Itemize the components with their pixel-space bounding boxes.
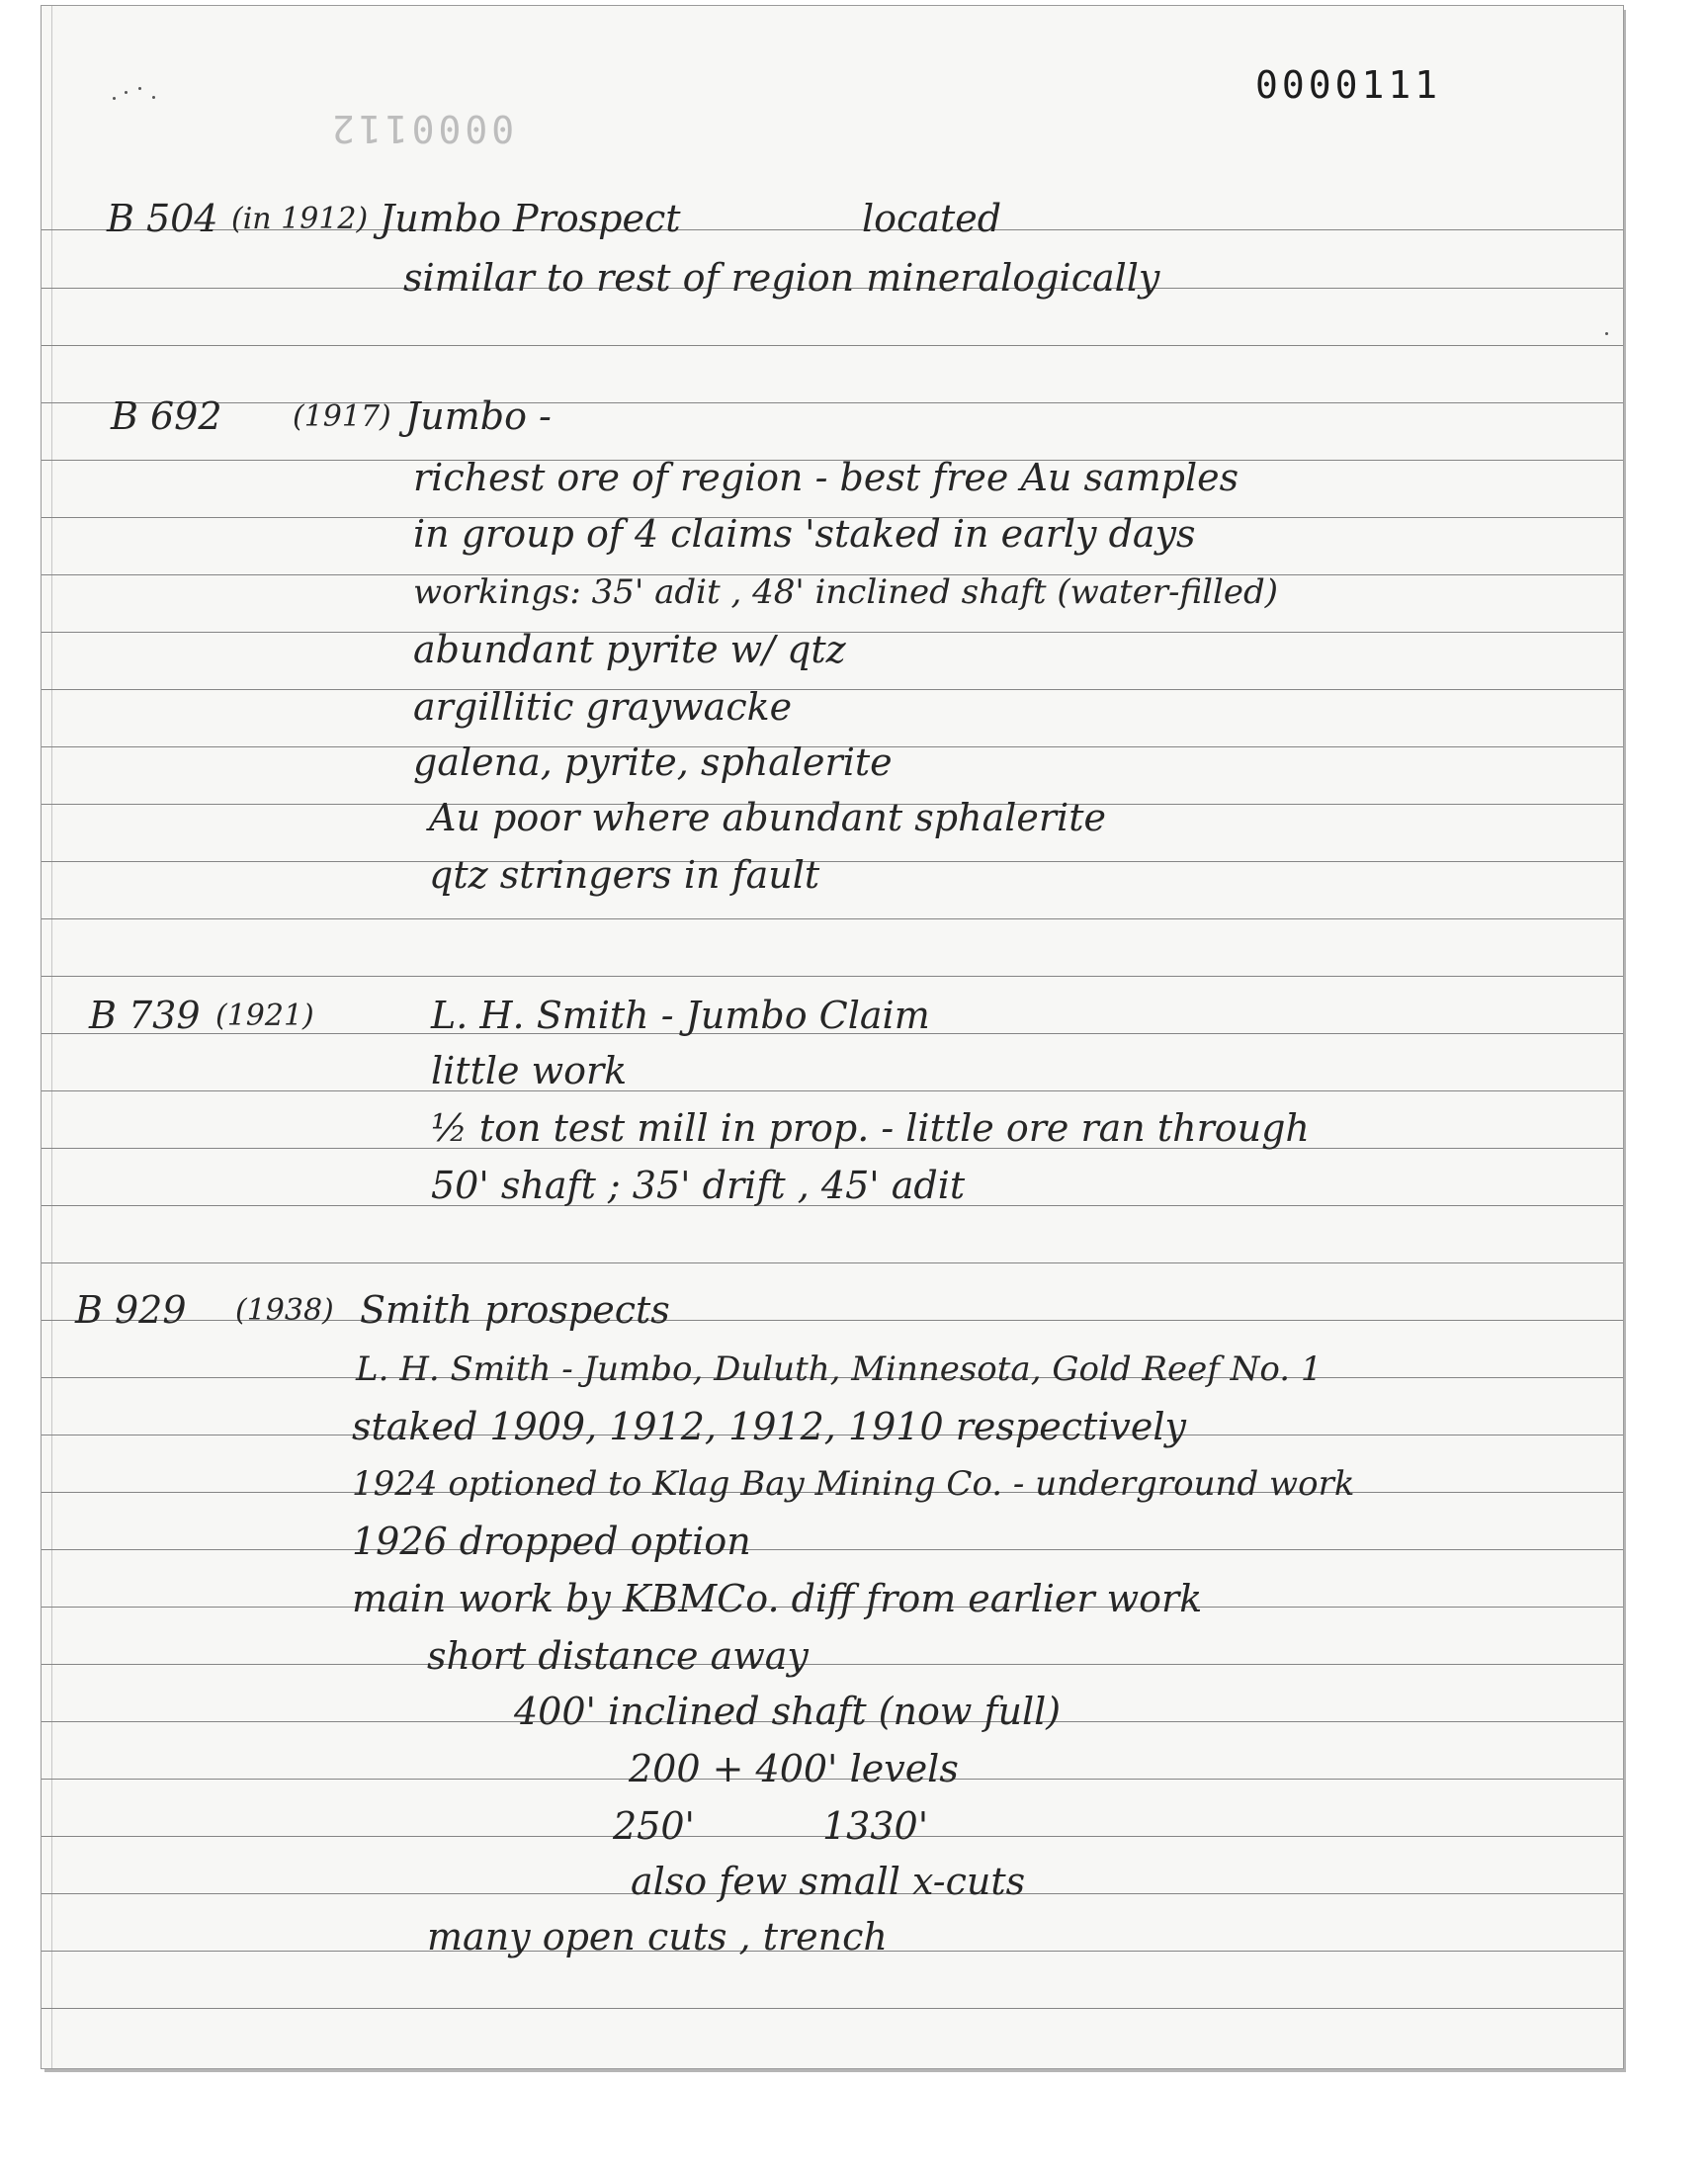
bleed-through-stamp-number: 0000112 [328, 107, 515, 150]
scan-speck [138, 87, 141, 90]
note-line: ½ ton test mill in prop. - little ore ran through [431, 1106, 1310, 1150]
note-line: similar to rest of region mineralogically [403, 256, 1160, 300]
ruled-line [42, 1549, 1623, 1550]
entry-title: Jumbo - [405, 394, 552, 438]
note-line: 50' shaft ; 35' drift , 45' adit [431, 1164, 966, 1207]
entry-ref: B 929 [75, 1288, 187, 1332]
note-line: staked 1909, 1912, 1912, 1910 respectively [352, 1405, 1186, 1448]
scan-speck [125, 91, 128, 94]
notebook-page [42, 6, 1623, 2068]
note-line: short distance away [427, 1634, 809, 1678]
entry-year: (1921) [215, 999, 314, 1033]
note-line: argillitic graywacke [413, 685, 793, 729]
note-line: workings: 35' adit , 48' inclined shaft (water-filled) [413, 572, 1279, 612]
ruled-line [42, 2008, 1623, 2009]
entry-year: (1938) [235, 1293, 334, 1328]
entry-title: Jumbo Prospect [380, 197, 681, 240]
document-stamp-number: 0000111 [1255, 63, 1442, 107]
scan-speck [1605, 332, 1608, 335]
entry-title: Smith prospects [360, 1288, 670, 1332]
note-line: abundant pyrite w/ qtz [413, 628, 846, 671]
ruled-line [42, 976, 1623, 977]
scan-speck [113, 97, 116, 100]
entry-title-note: located [862, 197, 1002, 240]
page-margin-line [51, 6, 52, 2068]
ruled-line [42, 1664, 1623, 1665]
entry-year: (in 1912) [231, 202, 369, 236]
note-line: main work by KBMCo. diff from earlier work [352, 1577, 1203, 1620]
note-line: 1924 optioned to Klag Bay Mining Co. - underground work [352, 1464, 1355, 1504]
note-line: richest ore of region - best free Au samples [413, 456, 1239, 499]
ruled-line [42, 345, 1623, 346]
note-line: many open cuts , trench [427, 1915, 888, 1958]
note-line: 250' [613, 1804, 695, 1848]
note-line: L. H. Smith - Jumbo, Duluth, Minnesota, Gold Reef No. 1 [356, 1349, 1323, 1389]
ruled-line [42, 1090, 1623, 1091]
note-line: little work [431, 1049, 628, 1092]
ruled-line [42, 918, 1623, 919]
note-line: Au poor where abundant sphalerite [429, 796, 1106, 839]
ruled-line [42, 689, 1623, 690]
note-line: 400' inclined shaft (now full) [514, 1690, 1062, 1733]
note-line: 200 + 400' levels [629, 1747, 959, 1790]
note-line: galena, pyrite, sphalerite [413, 740, 893, 784]
ruled-line [42, 861, 1623, 862]
entry-ref: B 692 [111, 394, 222, 438]
note-line: 1330' [822, 1804, 929, 1848]
entry-ref: B 504 [107, 197, 218, 240]
entry-ref: B 739 [89, 994, 201, 1037]
scan-speck [152, 96, 155, 99]
entry-year: (1917) [293, 399, 391, 434]
ruled-line [42, 1262, 1623, 1263]
entry-title: L. H. Smith - Jumbo Claim [431, 994, 930, 1037]
note-line: also few small x-cuts [631, 1860, 1026, 1903]
note-line: qtz stringers in fault [429, 853, 820, 897]
note-line: 1926 dropped option [352, 1520, 751, 1563]
note-line: in group of 4 claims 'staked in early days [413, 512, 1196, 556]
ruled-line [42, 402, 1623, 403]
